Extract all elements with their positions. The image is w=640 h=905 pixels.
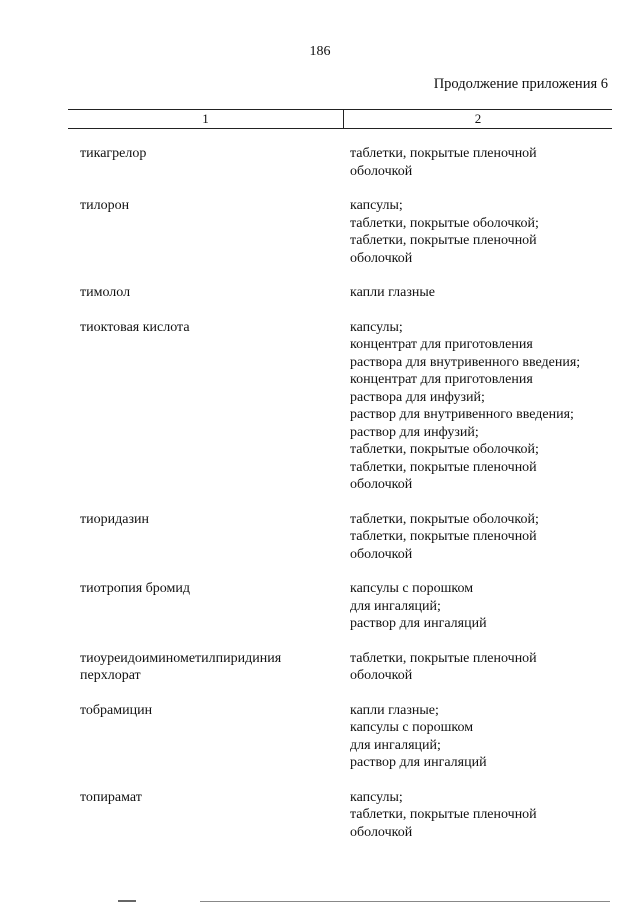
drug-name: тиоктовая кислота — [80, 319, 190, 335]
dosage-form-line: таблетки, покрытые пленочной — [350, 146, 537, 161]
footer-rule — [200, 901, 610, 902]
dosage-form-line: таблетки, покрытые оболочкой; — [350, 511, 539, 527]
table-row — [0, 197, 640, 267]
drug-name: тиоридазин — [80, 511, 149, 527]
drug-name: тикагрелор — [80, 146, 147, 161]
dosage-form-line: таблетки, покрытые пленочной — [350, 233, 537, 248]
dosage-forms — [340, 511, 630, 564]
table-row — [0, 319, 640, 494]
table-row — [0, 145, 640, 180]
dosage-form-line: оболочкой — [350, 546, 413, 562]
dosage-form-line: капли глазные; — [350, 702, 439, 718]
dosage-form-line: концентрат для приготовления — [350, 337, 533, 352]
dosage-form-line: раствора для инфузий; — [350, 389, 485, 405]
drug-name: тобрамицин — [80, 702, 153, 718]
dosage-forms — [340, 650, 630, 685]
table-row — [0, 511, 640, 564]
dosage-form-line: капсулы; — [350, 319, 403, 335]
dosage-form-line: раствор для внутривенного введения; — [350, 407, 574, 422]
footer-scan-mark — [118, 900, 136, 902]
dosage-forms — [340, 197, 630, 267]
dosage-forms — [340, 145, 630, 180]
drug-name: тимолол — [80, 285, 131, 300]
table-header-bottom-rule — [68, 128, 612, 129]
dosage-form-line: оболочкой — [350, 477, 413, 492]
dosage-form-line: оболочкой — [350, 163, 413, 179]
dosage-form-line: таблетки, покрытые оболочкой; — [350, 442, 539, 457]
dosage-form-line: таблетки, покрытые пленочной — [350, 529, 537, 544]
dosage-form-line: раствор для ингаляций — [350, 616, 487, 631]
dosage-form-line: концентрат для приготовления — [350, 372, 533, 387]
dosage-form-line: капли глазные — [350, 285, 435, 300]
dosage-form-line: для ингаляций; — [350, 737, 441, 753]
dosage-form-line: оболочкой — [350, 668, 413, 683]
page-number: 186 — [309, 44, 331, 59]
dosage-form-line: капсулы с порошком — [350, 581, 474, 596]
dosage-form-line: раствор для ингаляций — [350, 755, 487, 770]
dosage-form-line: капсулы; — [350, 198, 403, 213]
dosage-form-line: капсулы с порошком — [350, 720, 474, 735]
dosage-form-line: таблетки, покрытые пленочной — [350, 650, 537, 666]
column-header-1: 1 — [202, 111, 209, 126]
dosage-form-line: таблетки, покрытые оболочкой; — [350, 215, 539, 231]
dosage-forms — [340, 580, 630, 633]
dosage-form-line: оболочкой — [350, 250, 413, 266]
dosage-forms — [340, 789, 630, 842]
dosage-form-line: раствора для внутривенного введения; — [350, 354, 581, 370]
dosage-form-line: таблетки, покрытые пленочной — [350, 459, 537, 475]
table-row — [0, 284, 640, 302]
dosage-form-line: таблетки, покрытые пленочной — [350, 807, 537, 822]
drug-name: тиоуреидоиминометилпиридиния перхлорат — [80, 650, 282, 683]
dosage-forms — [340, 284, 630, 302]
dosage-form-line: капсулы; — [350, 789, 403, 805]
dosage-forms — [340, 702, 630, 772]
table-header-top-rule — [68, 109, 612, 110]
dosage-form-line: оболочкой — [350, 824, 413, 840]
dosage-forms — [340, 319, 630, 494]
drug-name: тилорон — [80, 198, 130, 213]
table-row — [0, 789, 640, 842]
table-row — [0, 650, 640, 685]
table-row — [0, 702, 640, 772]
drug-name: тиотропия бромид — [80, 581, 190, 596]
dosage-form-line: для ингаляций; — [350, 598, 441, 614]
dosage-form-line: раствор для инфузий; — [350, 424, 479, 440]
drug-name: топирамат — [80, 789, 142, 805]
appendix-continuation-label: Продолжение приложения 6 — [433, 76, 608, 92]
drug-list — [0, 145, 640, 858]
table-row — [0, 580, 640, 633]
column-header-2: 2 — [474, 111, 482, 126]
